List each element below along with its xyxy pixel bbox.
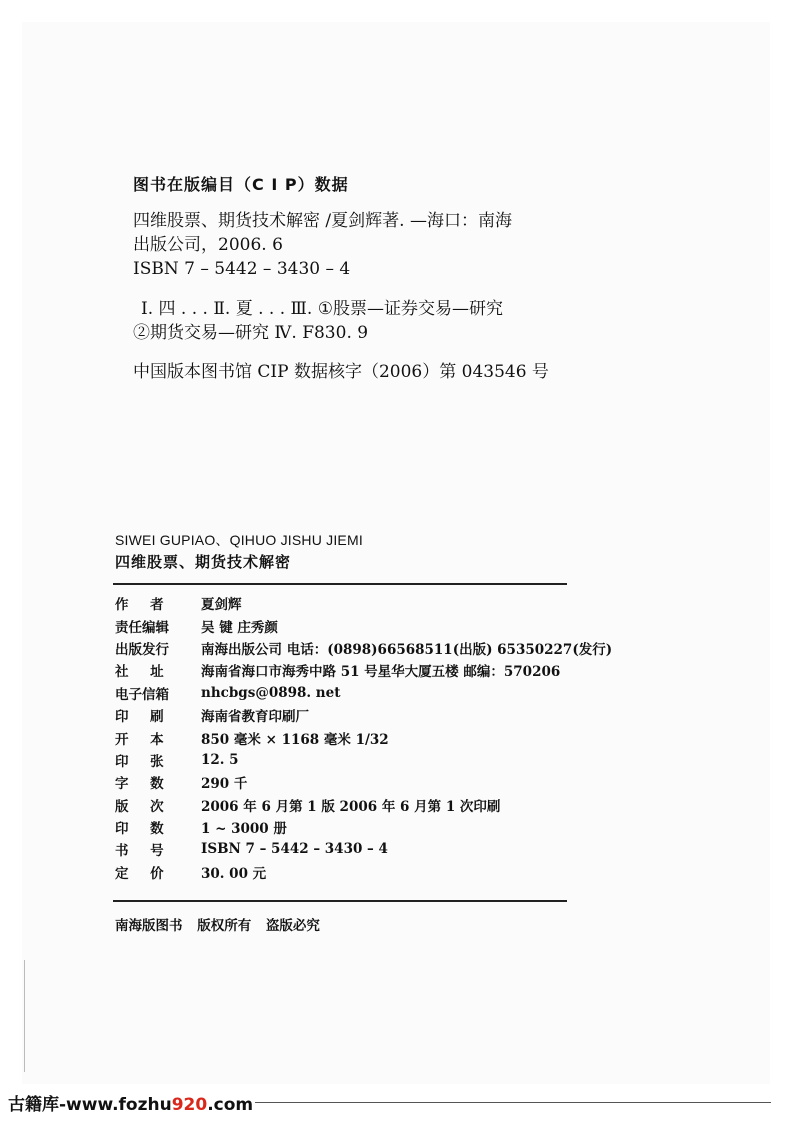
cip-approval: 中国版本图书馆 CIP 数据核字（2006）第 043546 号 <box>133 362 549 382</box>
colophon-row <box>115 749 612 771</box>
colophon-label: 印张 <box>115 753 186 770</box>
colophon-label: 出版发行 <box>115 641 169 658</box>
colophon-row <box>115 682 612 704</box>
colophon-value: 850 毫米 × 1168 毫米 1/32 <box>201 731 389 748</box>
colophon-row <box>115 838 612 860</box>
colophon-value: ISBN 7 – 5442 – 3430 – 4 <box>201 841 388 858</box>
colophon-row <box>115 726 612 748</box>
colophon-value: 290 千 <box>201 776 248 793</box>
colophon-value: 2006 年 6 月第 1 版 2006 年 6 月第 1 次印刷 <box>201 798 501 815</box>
colophon-label: 印刷 <box>115 709 186 726</box>
cip-entry <box>133 209 512 281</box>
colophon-value: 南海出版公司 电话：(0898)66568511(出版) 65350227(发行) <box>201 641 613 658</box>
colophon-value: 12. 5 <box>201 751 239 768</box>
colophon-row <box>115 861 612 883</box>
colophon-label: 书号 <box>115 843 186 860</box>
colophon-value: 海南省海口市海秀中路 51 号星华大厦五楼 邮编：570206 <box>201 664 561 681</box>
colophon-row <box>115 614 612 636</box>
colophon-row <box>115 704 612 726</box>
colophon-value: nhcbgs@0898. net <box>201 684 341 701</box>
cip-isbn: ISBN 7 – 5442 – 3430 – 4 <box>133 259 351 279</box>
colophon-label: 定价 <box>115 865 186 882</box>
colophon-row <box>115 794 612 816</box>
colophon-label: 开本 <box>115 731 186 748</box>
colophon-value: 30. 00 元 <box>201 865 267 882</box>
colophon-row <box>115 816 612 838</box>
colophon-value: 1 ~ 3000 册 <box>201 821 287 838</box>
cip-entry-line1: 四维股票、期货技术解密 /夏剑辉著. —海口：南海 <box>133 211 512 231</box>
colophon-label: 版次 <box>115 798 186 815</box>
cip-heading: 图书在版编目（C I P）数据 <box>133 175 349 194</box>
divider-bottom <box>113 900 567 902</box>
colophon-row <box>115 592 612 614</box>
site-watermark <box>8 1090 253 1115</box>
colophon-label: 作者 <box>115 597 186 614</box>
watermark-highlight: 920 <box>171 1095 208 1115</box>
colophon-label: 电子信箱 <box>115 686 169 703</box>
cip-class-line2: ②期货交易—研究 Ⅳ. F830. 9 <box>133 323 369 343</box>
divider-top <box>113 583 567 585</box>
colophon-value: 海南省教育印刷厂 <box>201 709 309 726</box>
watermark-prefix: 古籍库-www.fozhu <box>8 1095 172 1115</box>
cip-classification <box>133 297 503 345</box>
colophon-row <box>115 659 612 681</box>
colophon-label: 字数 <box>115 776 186 793</box>
margin-line <box>24 960 25 1072</box>
colophon-row <box>115 771 612 793</box>
colophon-table <box>115 592 612 883</box>
cip-class-line1: Ⅰ. 四 . . . Ⅱ. 夏 . . . Ⅲ. ①股票—证券交易—研究 <box>141 299 503 319</box>
rights-notice: 南海版图书 版权所有 盗版必究 <box>115 918 320 934</box>
colophon-label: 印数 <box>115 821 186 838</box>
colophon-label: 社址 <box>115 664 186 681</box>
colophon-value: 夏剑辉 <box>201 597 242 614</box>
chinese-title: 四维股票、期货技术解密 <box>115 553 292 571</box>
pinyin-title: SIWEI GUPIAO、QIHUO JISHU JIEMI <box>115 532 363 548</box>
watermark-line <box>255 1102 771 1103</box>
colophon-label: 责任编辑 <box>115 619 169 636</box>
colophon-value: 吴 键 庄秀颜 <box>201 619 278 636</box>
watermark-suffix: .com <box>207 1095 254 1115</box>
colophon-row <box>115 637 612 659</box>
cip-entry-line2: 出版公司，2006. 6 <box>133 235 283 255</box>
